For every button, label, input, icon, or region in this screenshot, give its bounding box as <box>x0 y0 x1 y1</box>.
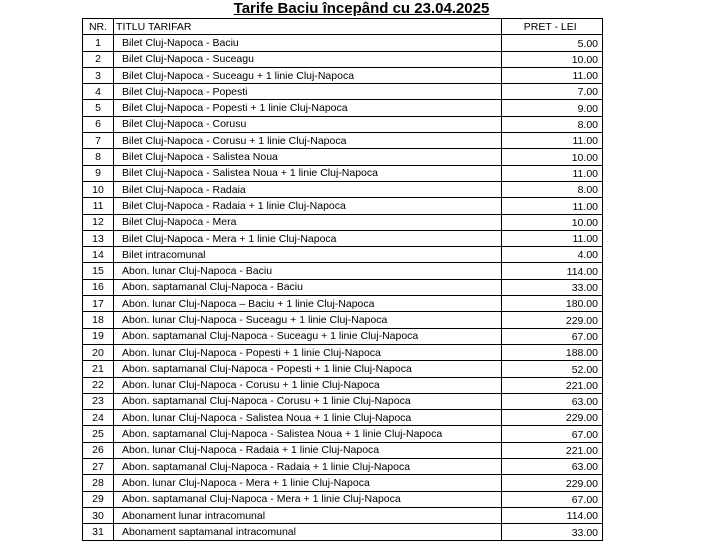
table-row <box>83 426 603 442</box>
row-title: Abon. lunar Cluj-Napoca - Salistea Noua + 1 linie Cluj-Napoca <box>114 410 502 426</box>
row-title: Abon. lunar Cluj-Napoca - Baciu <box>114 263 502 279</box>
row-number: 26 <box>83 442 114 458</box>
table-row <box>83 312 603 328</box>
row-title: Abon. lunar Cluj-Napoca - Corusu + 1 linie Cluj-Napoca <box>114 377 502 393</box>
row-title: Abon. saptamanal Cluj-Napoca - Suceagu + 1 linie Cluj-Napoca <box>114 328 502 344</box>
row-title: Bilet Cluj-Napoca - Radaia <box>114 181 502 197</box>
table-row <box>83 361 603 377</box>
header-title: TITLU TARIFAR <box>114 19 502 35</box>
row-title: Bilet Cluj-Napoca - Corusu <box>114 116 502 132</box>
row-title: Bilet Cluj-Napoca - Baciu <box>114 35 502 51</box>
row-title: Bilet Cluj-Napoca - Popesti <box>114 84 502 100</box>
table-row <box>83 377 603 393</box>
row-number: 12 <box>83 214 114 230</box>
row-price: 63.00 <box>501 393 602 409</box>
row-title: Abon. lunar Cluj-Napoca - Suceagu + 1 linie Cluj-Napoca <box>114 312 502 328</box>
table-row <box>83 181 603 197</box>
row-title: Bilet Cluj-Napoca - Popesti + 1 linie Cluj-Napoca <box>114 100 502 116</box>
row-number: 28 <box>83 475 114 491</box>
header-price: PRET - LEI <box>501 19 602 35</box>
row-number: 6 <box>83 116 114 132</box>
row-price: 11.00 <box>501 133 602 149</box>
row-price: 11.00 <box>501 198 602 214</box>
row-number: 15 <box>83 263 114 279</box>
table-row <box>83 296 603 312</box>
row-price: 221.00 <box>501 442 602 458</box>
table-row <box>83 133 603 149</box>
row-price: 11.00 <box>501 165 602 181</box>
table-row <box>83 507 603 523</box>
row-number: 13 <box>83 230 114 246</box>
table-row <box>83 410 603 426</box>
row-number: 8 <box>83 149 114 165</box>
table-row <box>83 247 603 263</box>
row-number: 27 <box>83 459 114 475</box>
row-number: 2 <box>83 51 114 67</box>
row-number: 23 <box>83 393 114 409</box>
row-number: 7 <box>83 133 114 149</box>
row-title: Abon. lunar Cluj-Napoca – Baciu + 1 linie Cluj-Napoca <box>114 296 502 312</box>
row-price: 10.00 <box>501 149 602 165</box>
row-title: Bilet Cluj-Napoca - Radaia + 1 linie Cluj-Napoca <box>114 198 502 214</box>
row-price: 114.00 <box>501 263 602 279</box>
table-header-row <box>83 19 603 35</box>
row-number: 4 <box>83 84 114 100</box>
row-price: 180.00 <box>501 296 602 312</box>
row-number: 21 <box>83 361 114 377</box>
row-title: Abon. saptamanal Cluj-Napoca - Radaia + 1 linie Cluj-Napoca <box>114 459 502 475</box>
row-price: 5.00 <box>501 35 602 51</box>
row-price: 9.00 <box>501 100 602 116</box>
row-price: 33.00 <box>501 524 602 540</box>
row-price: 10.00 <box>501 214 602 230</box>
table-row <box>83 263 603 279</box>
row-title: Abon. saptamanal Cluj-Napoca - Corusu + 1 linie Cluj-Napoca <box>114 393 502 409</box>
row-number: 17 <box>83 296 114 312</box>
table-row <box>83 475 603 491</box>
table-row <box>83 344 603 360</box>
header-nr: NR. <box>83 19 114 35</box>
row-title: Bilet Cluj-Napoca - Salistea Noua <box>114 149 502 165</box>
row-price: 11.00 <box>501 230 602 246</box>
row-title: Bilet Cluj-Napoca - Corusu + 1 linie Cluj-Napoca <box>114 133 502 149</box>
row-number: 14 <box>83 247 114 263</box>
row-price: 229.00 <box>501 410 602 426</box>
table-row <box>83 491 603 507</box>
row-number: 11 <box>83 198 114 214</box>
row-number: 30 <box>83 507 114 523</box>
row-title: Bilet Cluj-Napoca - Mera + 1 linie Cluj-Napoca <box>114 230 502 246</box>
table-row <box>83 214 603 230</box>
row-number: 5 <box>83 100 114 116</box>
table-row <box>83 165 603 181</box>
table-row <box>83 230 603 246</box>
table-row <box>83 459 603 475</box>
row-title: Abon. saptamanal Cluj-Napoca - Salistea Noua + 1 linie Cluj-Napoca <box>114 426 502 442</box>
row-number: 25 <box>83 426 114 442</box>
table-row <box>83 279 603 295</box>
row-title: Bilet Cluj-Napoca - Mera <box>114 214 502 230</box>
row-number: 9 <box>83 165 114 181</box>
row-title: Abonament saptamanal intracomunal <box>114 524 502 540</box>
row-title: Abon. lunar Cluj-Napoca - Radaia + 1 linie Cluj-Napoca <box>114 442 502 458</box>
table-row <box>83 442 603 458</box>
table-row <box>83 84 603 100</box>
table-row <box>83 116 603 132</box>
row-number: 19 <box>83 328 114 344</box>
table-row <box>83 35 603 51</box>
row-price: 52.00 <box>501 361 602 377</box>
page-title: Tarife Baciu începând cu 23.04.2025 <box>233 0 490 17</box>
row-title: Bilet Cluj-Napoca - Suceagu + 1 linie Cluj-Napoca <box>114 67 502 83</box>
row-price: 67.00 <box>501 426 602 442</box>
row-price: 67.00 <box>501 328 602 344</box>
table-row <box>83 198 603 214</box>
row-title: Abonament lunar intracomunal <box>114 507 502 523</box>
row-title: Bilet intracomunal <box>114 247 502 263</box>
row-price: 114.00 <box>501 507 602 523</box>
table-row <box>83 328 603 344</box>
table-row <box>83 51 603 67</box>
row-price: 33.00 <box>501 279 602 295</box>
row-price: 221.00 <box>501 377 602 393</box>
row-price: 67.00 <box>501 491 602 507</box>
table-row <box>83 149 603 165</box>
row-price: 188.00 <box>501 344 602 360</box>
table-row <box>83 100 603 116</box>
row-number: 29 <box>83 491 114 507</box>
row-number: 10 <box>83 181 114 197</box>
row-number: 20 <box>83 344 114 360</box>
row-number: 18 <box>83 312 114 328</box>
row-price: 10.00 <box>501 51 602 67</box>
row-title: Bilet Cluj-Napoca - Salistea Noua + 1 linie Cluj-Napoca <box>114 165 502 181</box>
row-title: Abon. lunar Cluj-Napoca - Popesti + 1 linie Cluj-Napoca <box>114 344 502 360</box>
row-number: 31 <box>83 524 114 540</box>
row-price: 63.00 <box>501 459 602 475</box>
row-title: Bilet Cluj-Napoca - Suceagu <box>114 51 502 67</box>
row-title: Abon. saptamanal Cluj-Napoca - Popesti + 1 linie Cluj-Napoca <box>114 361 502 377</box>
row-title: Abon. saptamanal Cluj-Napoca - Baciu <box>114 279 502 295</box>
row-number: 16 <box>83 279 114 295</box>
row-price: 11.00 <box>501 67 602 83</box>
row-number: 24 <box>83 410 114 426</box>
row-price: 7.00 <box>501 84 602 100</box>
row-number: 1 <box>83 35 114 51</box>
row-price: 8.00 <box>501 116 602 132</box>
row-price: 8.00 <box>501 181 602 197</box>
row-number: 3 <box>83 67 114 83</box>
row-price: 229.00 <box>501 475 602 491</box>
row-price: 4.00 <box>501 247 602 263</box>
row-title: Abon. lunar Cluj-Napoca - Mera + 1 linie Cluj-Napoca <box>114 475 502 491</box>
fare-table <box>82 18 603 541</box>
row-number: 22 <box>83 377 114 393</box>
table-row <box>83 67 603 83</box>
row-price: 229.00 <box>501 312 602 328</box>
table-row <box>83 393 603 409</box>
table-row <box>83 524 603 540</box>
row-title: Abon. saptamanal Cluj-Napoca - Mera + 1 linie Cluj-Napoca <box>114 491 502 507</box>
